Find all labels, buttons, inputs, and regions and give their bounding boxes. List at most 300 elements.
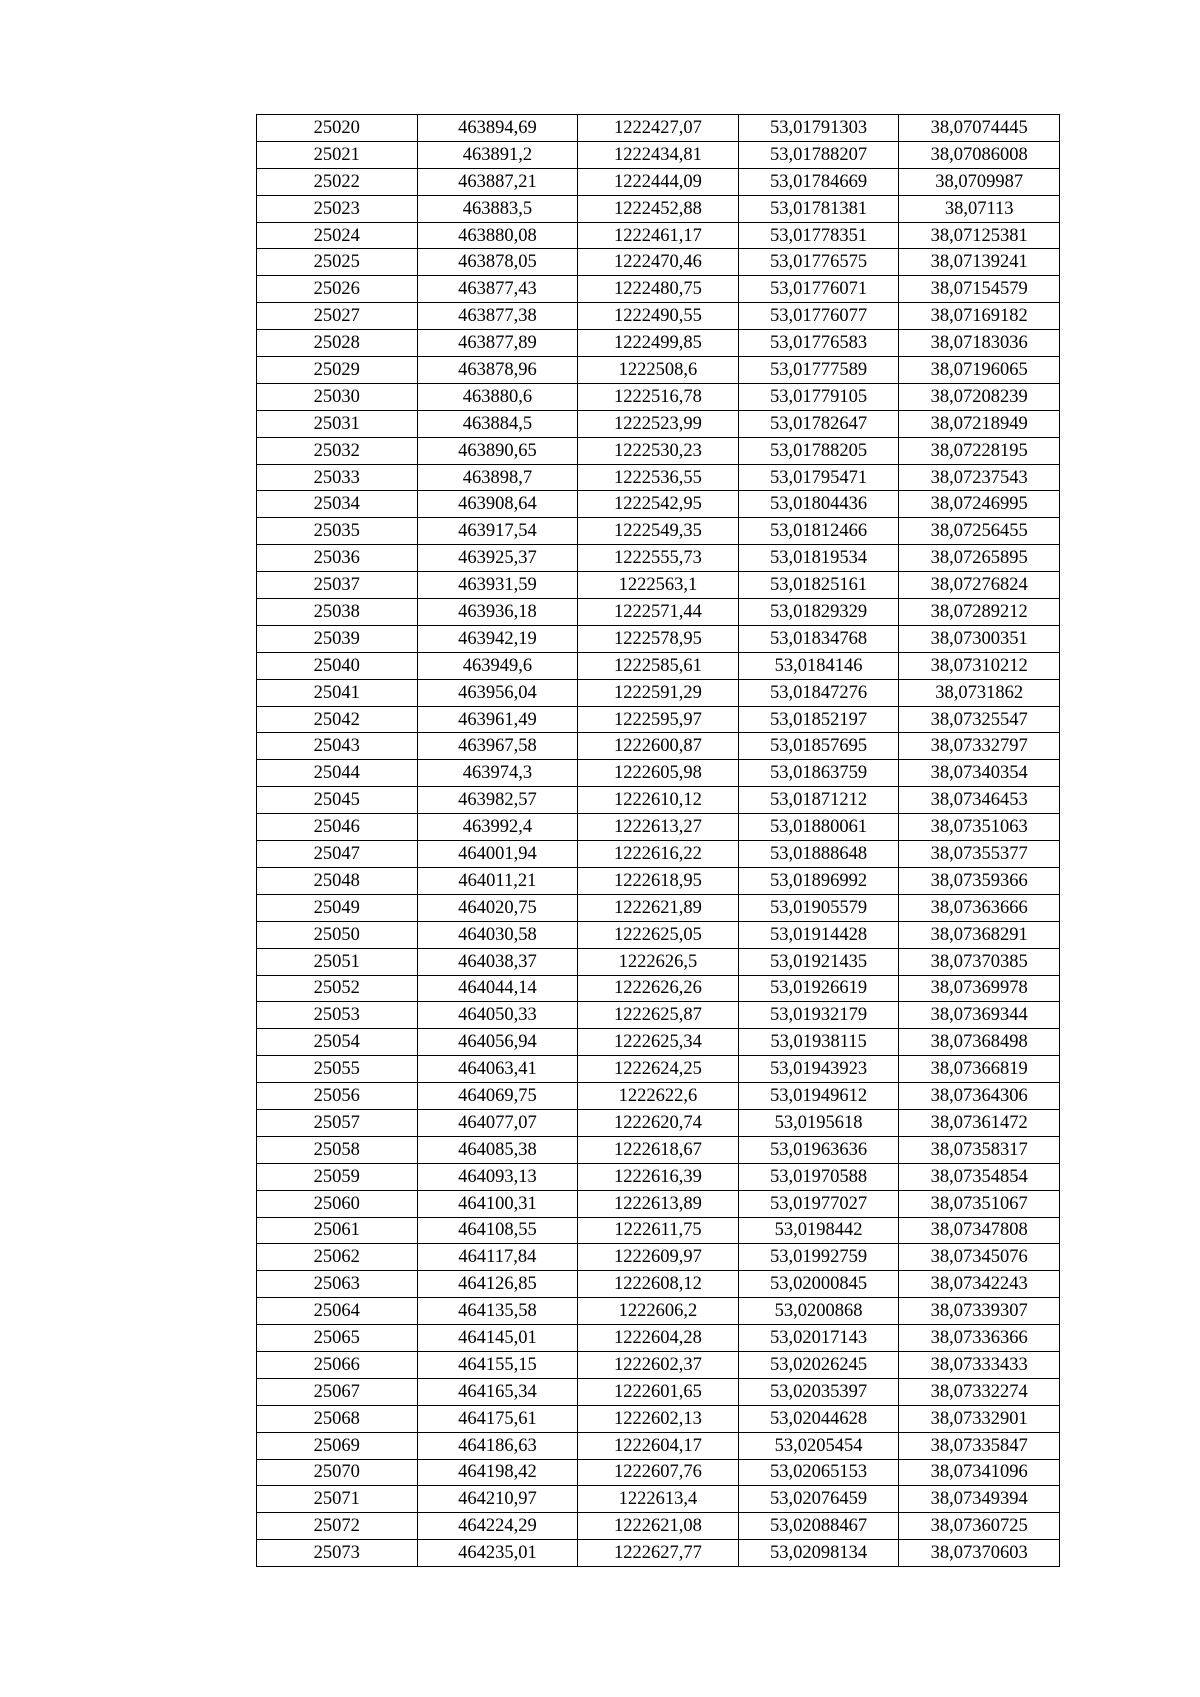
y-coordinate-cell: 1222523,99: [578, 410, 739, 437]
latitude-cell: 53,02044628: [738, 1405, 899, 1432]
x-coordinate-cell: 464050,33: [417, 1002, 578, 1029]
table-row: [257, 652, 1060, 679]
table-row: [257, 1271, 1060, 1298]
y-coordinate-cell: 1222555,73: [578, 545, 739, 572]
x-coordinate-cell: 464011,21: [417, 867, 578, 894]
longitude-cell: 38,07335847: [899, 1432, 1060, 1459]
y-coordinate-cell: 1222591,29: [578, 679, 739, 706]
longitude-cell: 38,07341096: [899, 1459, 1060, 1486]
latitude-cell: 53,01888648: [738, 841, 899, 868]
x-coordinate-cell: 463878,05: [417, 249, 578, 276]
y-coordinate-cell: 1222625,34: [578, 1029, 739, 1056]
y-coordinate-cell: 1222601,65: [578, 1378, 739, 1405]
longitude-cell: 38,07113: [899, 195, 1060, 222]
y-coordinate-cell: 1222508,6: [578, 357, 739, 384]
coordinates-table: [256, 114, 1060, 1567]
point-number-cell: 25029: [257, 357, 418, 384]
y-coordinate-cell: 1222613,27: [578, 814, 739, 841]
point-number-cell: 25045: [257, 787, 418, 814]
x-coordinate-cell: 464093,13: [417, 1163, 578, 1190]
latitude-cell: 53,02000845: [738, 1271, 899, 1298]
table-row: [257, 276, 1060, 303]
point-number-cell: 25052: [257, 975, 418, 1002]
y-coordinate-cell: 1222461,17: [578, 222, 739, 249]
point-number-cell: 25034: [257, 491, 418, 518]
longitude-cell: 38,07351067: [899, 1190, 1060, 1217]
x-coordinate-cell: 463887,21: [417, 168, 578, 195]
table-row: [257, 1325, 1060, 1352]
y-coordinate-cell: 1222434,81: [578, 141, 739, 168]
table-row: [257, 1378, 1060, 1405]
x-coordinate-cell: 463967,58: [417, 733, 578, 760]
table-row: [257, 1405, 1060, 1432]
longitude-cell: 38,07154579: [899, 276, 1060, 303]
y-coordinate-cell: 1222578,95: [578, 625, 739, 652]
latitude-cell: 53,01921435: [738, 948, 899, 975]
x-coordinate-cell: 463992,4: [417, 814, 578, 841]
point-number-cell: 25024: [257, 222, 418, 249]
latitude-cell: 53,01926619: [738, 975, 899, 1002]
x-coordinate-cell: 463925,37: [417, 545, 578, 572]
latitude-cell: 53,02026245: [738, 1351, 899, 1378]
point-number-cell: 25022: [257, 168, 418, 195]
latitude-cell: 53,02076459: [738, 1486, 899, 1513]
table-row: [257, 1540, 1060, 1567]
point-number-cell: 25063: [257, 1271, 418, 1298]
point-number-cell: 25071: [257, 1486, 418, 1513]
y-coordinate-cell: 1222542,95: [578, 491, 739, 518]
table-row: [257, 383, 1060, 410]
x-coordinate-cell: 463908,64: [417, 491, 578, 518]
point-number-cell: 25038: [257, 599, 418, 626]
table-row: [257, 599, 1060, 626]
x-coordinate-cell: 463982,57: [417, 787, 578, 814]
y-coordinate-cell: 1222602,37: [578, 1351, 739, 1378]
longitude-cell: 38,07355377: [899, 841, 1060, 868]
y-coordinate-cell: 1222480,75: [578, 276, 739, 303]
x-coordinate-cell: 463931,59: [417, 572, 578, 599]
point-number-cell: 25069: [257, 1432, 418, 1459]
longitude-cell: 38,07333433: [899, 1351, 1060, 1378]
table-row: [257, 1513, 1060, 1540]
table-row: [257, 1244, 1060, 1271]
x-coordinate-cell: 463877,38: [417, 303, 578, 330]
x-coordinate-cell: 464165,34: [417, 1378, 578, 1405]
y-coordinate-cell: 1222499,85: [578, 330, 739, 357]
longitude-cell: 38,07265895: [899, 545, 1060, 572]
x-coordinate-cell: 463942,19: [417, 625, 578, 652]
point-number-cell: 25020: [257, 115, 418, 142]
point-number-cell: 25035: [257, 518, 418, 545]
point-number-cell: 25040: [257, 652, 418, 679]
y-coordinate-cell: 1222613,4: [578, 1486, 739, 1513]
y-coordinate-cell: 1222606,2: [578, 1298, 739, 1325]
x-coordinate-cell: 464186,63: [417, 1432, 578, 1459]
latitude-cell: 53,0195618: [738, 1109, 899, 1136]
table-row: [257, 168, 1060, 195]
point-number-cell: 25031: [257, 410, 418, 437]
latitude-cell: 53,01896992: [738, 867, 899, 894]
x-coordinate-cell: 464145,01: [417, 1325, 578, 1352]
longitude-cell: 38,07342243: [899, 1271, 1060, 1298]
y-coordinate-cell: 1222607,76: [578, 1459, 739, 1486]
table-row: [257, 195, 1060, 222]
table-row: [257, 464, 1060, 491]
longitude-cell: 38,07366819: [899, 1056, 1060, 1083]
y-coordinate-cell: 1222627,77: [578, 1540, 739, 1567]
longitude-cell: 38,07364306: [899, 1083, 1060, 1110]
x-coordinate-cell: 464117,84: [417, 1244, 578, 1271]
latitude-cell: 53,01857695: [738, 733, 899, 760]
table-row: [257, 1002, 1060, 1029]
latitude-cell: 53,01776071: [738, 276, 899, 303]
table-row: [257, 1056, 1060, 1083]
point-number-cell: 25039: [257, 625, 418, 652]
x-coordinate-cell: 463891,2: [417, 141, 578, 168]
table-row: [257, 330, 1060, 357]
latitude-cell: 53,0184146: [738, 652, 899, 679]
x-coordinate-cell: 464038,37: [417, 948, 578, 975]
point-number-cell: 25054: [257, 1029, 418, 1056]
latitude-cell: 53,01788205: [738, 437, 899, 464]
longitude-cell: 38,07310212: [899, 652, 1060, 679]
x-coordinate-cell: 463880,6: [417, 383, 578, 410]
y-coordinate-cell: 1222602,13: [578, 1405, 739, 1432]
latitude-cell: 53,01847276: [738, 679, 899, 706]
y-coordinate-cell: 1222609,97: [578, 1244, 739, 1271]
y-coordinate-cell: 1222608,12: [578, 1271, 739, 1298]
table-row: [257, 1298, 1060, 1325]
table-row: [257, 518, 1060, 545]
latitude-cell: 53,01949612: [738, 1083, 899, 1110]
table-row: [257, 410, 1060, 437]
y-coordinate-cell: 1222626,5: [578, 948, 739, 975]
latitude-cell: 53,01804436: [738, 491, 899, 518]
table-row: [257, 1217, 1060, 1244]
latitude-cell: 53,02035397: [738, 1378, 899, 1405]
longitude-cell: 38,07368498: [899, 1029, 1060, 1056]
y-coordinate-cell: 1222618,67: [578, 1136, 739, 1163]
point-number-cell: 25048: [257, 867, 418, 894]
latitude-cell: 53,01776077: [738, 303, 899, 330]
x-coordinate-cell: 464198,42: [417, 1459, 578, 1486]
point-number-cell: 25026: [257, 276, 418, 303]
longitude-cell: 38,07370603: [899, 1540, 1060, 1567]
point-number-cell: 25032: [257, 437, 418, 464]
table-row: [257, 1136, 1060, 1163]
longitude-cell: 38,07256455: [899, 518, 1060, 545]
table-row: [257, 1432, 1060, 1459]
longitude-cell: 38,07369978: [899, 975, 1060, 1002]
y-coordinate-cell: 1222618,95: [578, 867, 739, 894]
latitude-cell: 53,01819534: [738, 545, 899, 572]
latitude-cell: 53,01829329: [738, 599, 899, 626]
longitude-cell: 38,07086008: [899, 141, 1060, 168]
longitude-cell: 38,07074445: [899, 115, 1060, 142]
table-row: [257, 115, 1060, 142]
longitude-cell: 38,07218949: [899, 410, 1060, 437]
x-coordinate-cell: 464044,14: [417, 975, 578, 1002]
point-number-cell: 25051: [257, 948, 418, 975]
y-coordinate-cell: 1222516,78: [578, 383, 739, 410]
latitude-cell: 53,02098134: [738, 1540, 899, 1567]
y-coordinate-cell: 1222585,61: [578, 652, 739, 679]
table-row: [257, 894, 1060, 921]
longitude-cell: 38,07351063: [899, 814, 1060, 841]
longitude-cell: 38,07369344: [899, 1002, 1060, 1029]
table-row: [257, 1351, 1060, 1378]
y-coordinate-cell: 1222444,09: [578, 168, 739, 195]
table-row: [257, 1163, 1060, 1190]
y-coordinate-cell: 1222625,05: [578, 921, 739, 948]
latitude-cell: 53,01992759: [738, 1244, 899, 1271]
point-number-cell: 25058: [257, 1136, 418, 1163]
point-number-cell: 25047: [257, 841, 418, 868]
x-coordinate-cell: 463961,49: [417, 706, 578, 733]
x-coordinate-cell: 463878,96: [417, 357, 578, 384]
latitude-cell: 53,01963636: [738, 1136, 899, 1163]
table-row: [257, 814, 1060, 841]
longitude-cell: 38,07360725: [899, 1513, 1060, 1540]
latitude-cell: 53,0198442: [738, 1217, 899, 1244]
point-number-cell: 25033: [257, 464, 418, 491]
table-row: [257, 357, 1060, 384]
y-coordinate-cell: 1222427,07: [578, 115, 739, 142]
y-coordinate-cell: 1222624,25: [578, 1056, 739, 1083]
longitude-cell: 38,07346453: [899, 787, 1060, 814]
longitude-cell: 38,07363666: [899, 894, 1060, 921]
latitude-cell: 53,02088467: [738, 1513, 899, 1540]
longitude-cell: 38,07228195: [899, 437, 1060, 464]
coordinates-table-body: [257, 115, 1060, 1567]
longitude-cell: 38,07358317: [899, 1136, 1060, 1163]
point-number-cell: 25023: [257, 195, 418, 222]
longitude-cell: 38,07246995: [899, 491, 1060, 518]
table-row: [257, 841, 1060, 868]
point-number-cell: 25059: [257, 1163, 418, 1190]
table-row: [257, 222, 1060, 249]
x-coordinate-cell: 464001,94: [417, 841, 578, 868]
x-coordinate-cell: 464056,94: [417, 1029, 578, 1056]
table-row: [257, 141, 1060, 168]
table-row: [257, 437, 1060, 464]
longitude-cell: 38,07196065: [899, 357, 1060, 384]
y-coordinate-cell: 1222613,89: [578, 1190, 739, 1217]
point-number-cell: 25044: [257, 760, 418, 787]
point-number-cell: 25043: [257, 733, 418, 760]
y-coordinate-cell: 1222563,1: [578, 572, 739, 599]
latitude-cell: 53,01778351: [738, 222, 899, 249]
latitude-cell: 53,01938115: [738, 1029, 899, 1056]
latitude-cell: 53,02065153: [738, 1459, 899, 1486]
x-coordinate-cell: 464085,38: [417, 1136, 578, 1163]
latitude-cell: 53,01776575: [738, 249, 899, 276]
point-number-cell: 25073: [257, 1540, 418, 1567]
longitude-cell: 38,07332797: [899, 733, 1060, 760]
y-coordinate-cell: 1222622,6: [578, 1083, 739, 1110]
point-number-cell: 25025: [257, 249, 418, 276]
x-coordinate-cell: 464030,58: [417, 921, 578, 948]
x-coordinate-cell: 463877,43: [417, 276, 578, 303]
x-coordinate-cell: 464100,31: [417, 1190, 578, 1217]
table-row: [257, 1459, 1060, 1486]
x-coordinate-cell: 464020,75: [417, 894, 578, 921]
table-row: [257, 787, 1060, 814]
y-coordinate-cell: 1222490,55: [578, 303, 739, 330]
latitude-cell: 53,01970588: [738, 1163, 899, 1190]
table-row: [257, 679, 1060, 706]
point-number-cell: 25050: [257, 921, 418, 948]
table-row: [257, 1486, 1060, 1513]
point-number-cell: 25060: [257, 1190, 418, 1217]
point-number-cell: 25062: [257, 1244, 418, 1271]
longitude-cell: 38,07332901: [899, 1405, 1060, 1432]
point-number-cell: 25042: [257, 706, 418, 733]
longitude-cell: 38,07361472: [899, 1109, 1060, 1136]
y-coordinate-cell: 1222595,97: [578, 706, 739, 733]
latitude-cell: 53,01779105: [738, 383, 899, 410]
y-coordinate-cell: 1222600,87: [578, 733, 739, 760]
table-row: [257, 1109, 1060, 1136]
longitude-cell: 38,0731862: [899, 679, 1060, 706]
table-row: [257, 760, 1060, 787]
longitude-cell: 38,07354854: [899, 1163, 1060, 1190]
latitude-cell: 53,01880061: [738, 814, 899, 841]
longitude-cell: 38,07370385: [899, 948, 1060, 975]
latitude-cell: 53,01784669: [738, 168, 899, 195]
longitude-cell: 38,07336366: [899, 1325, 1060, 1352]
y-coordinate-cell: 1222536,55: [578, 464, 739, 491]
x-coordinate-cell: 464063,41: [417, 1056, 578, 1083]
x-coordinate-cell: 463890,65: [417, 437, 578, 464]
latitude-cell: 53,01914428: [738, 921, 899, 948]
latitude-cell: 53,01834768: [738, 625, 899, 652]
point-number-cell: 25070: [257, 1459, 418, 1486]
x-coordinate-cell: 464077,07: [417, 1109, 578, 1136]
x-coordinate-cell: 463880,08: [417, 222, 578, 249]
point-number-cell: 25053: [257, 1002, 418, 1029]
longitude-cell: 38,07183036: [899, 330, 1060, 357]
point-number-cell: 25067: [257, 1378, 418, 1405]
point-number-cell: 25065: [257, 1325, 418, 1352]
point-number-cell: 25027: [257, 303, 418, 330]
x-coordinate-cell: 463883,5: [417, 195, 578, 222]
point-number-cell: 25036: [257, 545, 418, 572]
point-number-cell: 25066: [257, 1351, 418, 1378]
longitude-cell: 38,07139241: [899, 249, 1060, 276]
x-coordinate-cell: 464069,75: [417, 1083, 578, 1110]
table-row: [257, 249, 1060, 276]
y-coordinate-cell: 1222616,22: [578, 841, 739, 868]
point-number-cell: 25046: [257, 814, 418, 841]
longitude-cell: 38,0709987: [899, 168, 1060, 195]
y-coordinate-cell: 1222470,46: [578, 249, 739, 276]
longitude-cell: 38,07347808: [899, 1217, 1060, 1244]
latitude-cell: 53,01812466: [738, 518, 899, 545]
point-number-cell: 25055: [257, 1056, 418, 1083]
latitude-cell: 53,01782647: [738, 410, 899, 437]
x-coordinate-cell: 464210,97: [417, 1486, 578, 1513]
longitude-cell: 38,07368291: [899, 921, 1060, 948]
x-coordinate-cell: 464155,15: [417, 1351, 578, 1378]
latitude-cell: 53,01977027: [738, 1190, 899, 1217]
table-row: [257, 921, 1060, 948]
point-number-cell: 25057: [257, 1109, 418, 1136]
longitude-cell: 38,07300351: [899, 625, 1060, 652]
x-coordinate-cell: 464235,01: [417, 1540, 578, 1567]
x-coordinate-cell: 463974,3: [417, 760, 578, 787]
table-row: [257, 572, 1060, 599]
longitude-cell: 38,07169182: [899, 303, 1060, 330]
latitude-cell: 53,01777589: [738, 357, 899, 384]
longitude-cell: 38,07332274: [899, 1378, 1060, 1405]
longitude-cell: 38,07289212: [899, 599, 1060, 626]
y-coordinate-cell: 1222621,08: [578, 1513, 739, 1540]
y-coordinate-cell: 1222604,28: [578, 1325, 739, 1352]
y-coordinate-cell: 1222530,23: [578, 437, 739, 464]
latitude-cell: 53,01791303: [738, 115, 899, 142]
latitude-cell: 53,01795471: [738, 464, 899, 491]
table-row: [257, 867, 1060, 894]
x-coordinate-cell: 463917,54: [417, 518, 578, 545]
latitude-cell: 53,0200868: [738, 1298, 899, 1325]
longitude-cell: 38,07349394: [899, 1486, 1060, 1513]
point-number-cell: 25030: [257, 383, 418, 410]
x-coordinate-cell: 463898,7: [417, 464, 578, 491]
x-coordinate-cell: 464108,55: [417, 1217, 578, 1244]
table-row: [257, 303, 1060, 330]
latitude-cell: 53,01932179: [738, 1002, 899, 1029]
point-number-cell: 25068: [257, 1405, 418, 1432]
point-number-cell: 25041: [257, 679, 418, 706]
y-coordinate-cell: 1222604,17: [578, 1432, 739, 1459]
y-coordinate-cell: 1222611,75: [578, 1217, 739, 1244]
y-coordinate-cell: 1222621,89: [578, 894, 739, 921]
point-number-cell: 25028: [257, 330, 418, 357]
x-coordinate-cell: 463877,89: [417, 330, 578, 357]
point-number-cell: 25037: [257, 572, 418, 599]
point-number-cell: 25021: [257, 141, 418, 168]
latitude-cell: 53,01863759: [738, 760, 899, 787]
latitude-cell: 53,01776583: [738, 330, 899, 357]
y-coordinate-cell: 1222625,87: [578, 1002, 739, 1029]
y-coordinate-cell: 1222549,35: [578, 518, 739, 545]
latitude-cell: 53,01788207: [738, 141, 899, 168]
latitude-cell: 53,01943923: [738, 1056, 899, 1083]
point-number-cell: 25064: [257, 1298, 418, 1325]
table-row: [257, 706, 1060, 733]
y-coordinate-cell: 1222571,44: [578, 599, 739, 626]
x-coordinate-cell: 463949,6: [417, 652, 578, 679]
latitude-cell: 53,01905579: [738, 894, 899, 921]
latitude-cell: 53,01871212: [738, 787, 899, 814]
x-coordinate-cell: 464175,61: [417, 1405, 578, 1432]
longitude-cell: 38,07339307: [899, 1298, 1060, 1325]
latitude-cell: 53,01825161: [738, 572, 899, 599]
longitude-cell: 38,07359366: [899, 867, 1060, 894]
longitude-cell: 38,07345076: [899, 1244, 1060, 1271]
y-coordinate-cell: 1222620,74: [578, 1109, 739, 1136]
x-coordinate-cell: 463884,5: [417, 410, 578, 437]
table-row: [257, 733, 1060, 760]
latitude-cell: 53,0205454: [738, 1432, 899, 1459]
longitude-cell: 38,07237543: [899, 464, 1060, 491]
point-number-cell: 25049: [257, 894, 418, 921]
longitude-cell: 38,07125381: [899, 222, 1060, 249]
x-coordinate-cell: 463936,18: [417, 599, 578, 626]
longitude-cell: 38,07208239: [899, 383, 1060, 410]
table-row: [257, 1083, 1060, 1110]
